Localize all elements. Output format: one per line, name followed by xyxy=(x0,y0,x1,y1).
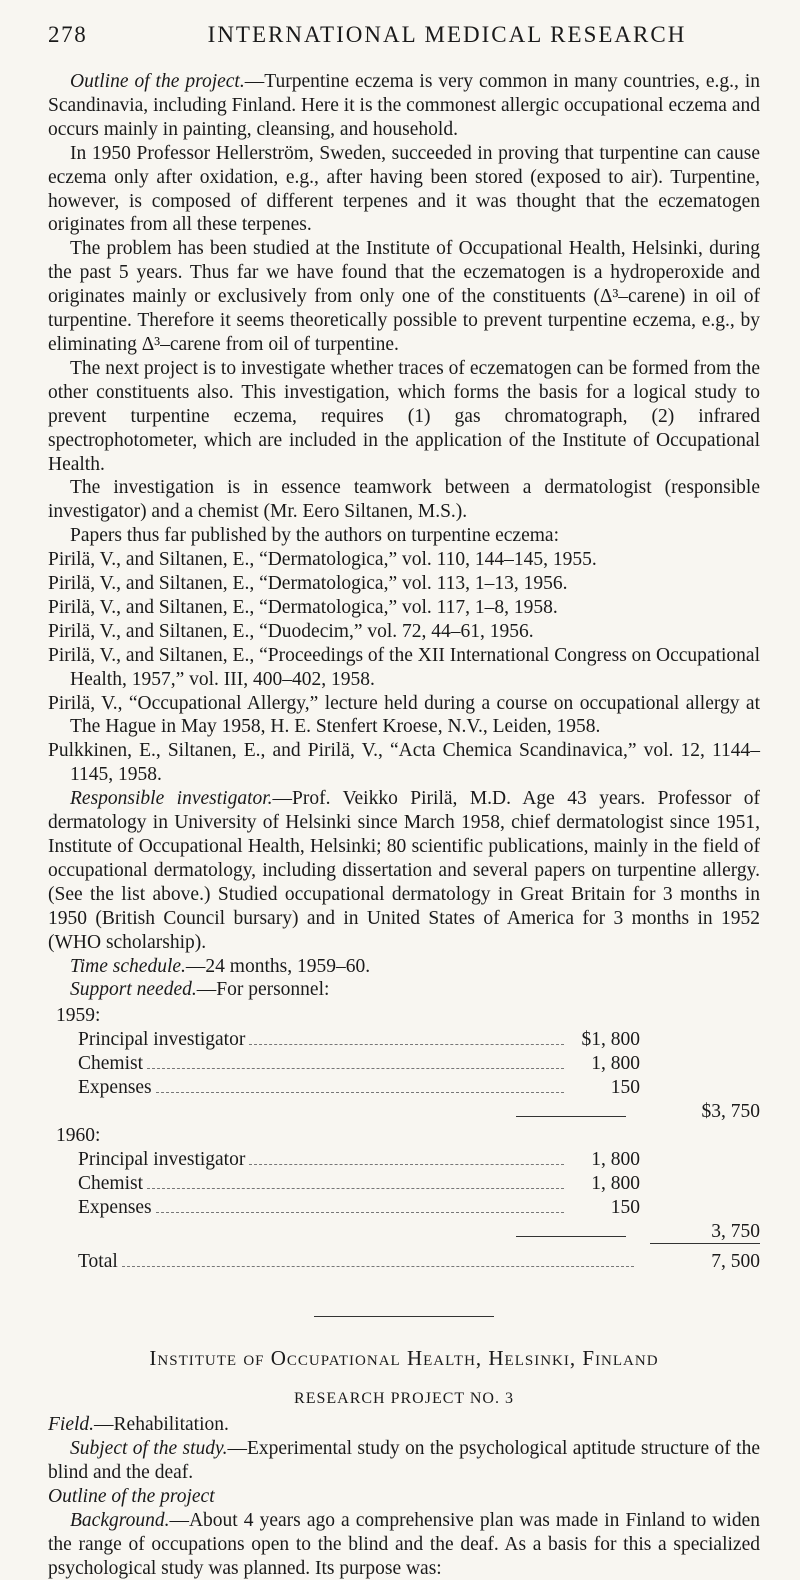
leader-dots xyxy=(249,1164,564,1165)
reference-item: Pirilä, V., and Siltanen, E., “Proceedings of the XII International Congress on Occupational Health, 1957,” vol. III, 400–402, 1958. xyxy=(48,644,760,690)
outline-text: —Turpentine eczema is very common in many countries, e.g., in Scandinavia, including Finland. Here it is the commonest allergic occupational eczema and occurs mainly in painting, cleansing, and household. xyxy=(48,71,760,140)
paragraph-next-project: The next project is to investigate whether traces of eczematogen can be formed from the other constituents also. This investigation, which forms the basis for a logical study to prevent turpentine eczema, requires (1) gas chromatograph, (2) infrared spectrophotometer, which are included in the application of the Institute of Occupational Health. xyxy=(48,357,760,475)
budget-row xyxy=(48,1172,760,1196)
subtotal-value: $3, 750 xyxy=(701,1100,760,1122)
investigator-paragraph xyxy=(48,787,760,954)
section-divider xyxy=(314,1316,494,1317)
budget-row xyxy=(48,1148,760,1172)
leader-dots xyxy=(147,1188,564,1189)
budget-table xyxy=(48,1004,760,1274)
budget-row-amount: 1, 800 xyxy=(591,1172,640,1194)
paragraph-problem: The problem has been studied at the Institute of Occupational Health, Helsinki, during the past 5 years. Thus far we have found that the eczematogen is a hydroperoxide and originates mainly or exclusively from only one of the constituents (Δ³–carene) in oil of turpentine. Therefore it seems theoretically possible to prevent turpentine eczema, e.g., by eliminating Δ³–carene from oil of turpentine. xyxy=(48,238,760,355)
paragraph-hellerstrom: In 1950 Professor Hellerström, Sweden, succeeded in proving that turpentine can cause eczema only after oxidation, e.g., after having been stored (exposed to air). Turpentine, however, is composed of different terpenes and it was thought that the eczematogen originates from all these terpenes. xyxy=(48,142,760,236)
schedule-text: —24 months, 1959–60. xyxy=(185,955,371,977)
subtotal-rule xyxy=(516,1116,626,1117)
budget-row-label: Expenses xyxy=(78,1077,152,1099)
subject-label: Subject of the study. xyxy=(70,1438,228,1460)
budget-row-label: Principal investigator xyxy=(78,1148,246,1170)
outline-paragraph xyxy=(48,70,760,142)
budget-row-label: Chemist xyxy=(78,1172,144,1194)
subject-text: —Experimental study on the psychological aptitude structure of the blind and the deaf. xyxy=(48,1438,760,1483)
budget-row xyxy=(48,1052,760,1076)
budget-row xyxy=(48,1028,760,1052)
budget-total-row xyxy=(48,1250,760,1274)
subtotal-value: 3, 750 xyxy=(711,1220,760,1242)
investigator-text: —Prof. Veikko Pirilä, M.D. Age 43 years. Professor of dermatology in University of Helsinki since March 1958, chief dermatologist since 1951, Institute of Occupational Health, Helsinki; 80 scientific publications, mainly in the field of occupational dermatology, including dissertation and several papers on turpentine allergy. (See the list above.) Studied occupational dermatology in Great Britain for 3 months in 1950 (British Council bursary) and in United States of America for 3 months in 1952 (WHO scholarship). xyxy=(48,788,760,953)
background-label: Background. xyxy=(70,1509,170,1531)
background-paragraph xyxy=(48,1509,760,1580)
budget-year-1960: 1960: xyxy=(56,1124,101,1146)
budget-total-label: Total xyxy=(78,1251,118,1273)
reference-item: Pirilä, V., and Siltanen, E., “Dermatologica,” vol. 117, 1–8, 1958. xyxy=(48,596,558,618)
budget-row xyxy=(48,1196,760,1220)
leader-dots xyxy=(156,1212,564,1213)
reference-item: Pirilä, V., and Siltanen, E., “Dermatologica,” vol. 113, 1–13, 1956. xyxy=(48,573,568,595)
budget-year-1959: 1959: xyxy=(56,1005,101,1027)
budget-row-label: Expenses xyxy=(78,1196,152,1218)
budget-row xyxy=(48,1076,760,1100)
reference-item: Pirilä, V., and Siltanen, E., “Duodecim,” vol. 72, 44–61, 1956. xyxy=(48,620,534,642)
leader-dots xyxy=(147,1068,564,1069)
outline-label: Outline of the project. xyxy=(70,71,245,92)
outline-heading: Outline of the project xyxy=(48,1485,215,1507)
paragraph-teamwork: The investigation is in essence teamwork between a dermatologist (responsible investigator) and a chemist (Mr. Eero Siltanen, M.S.). xyxy=(48,477,760,523)
leader-dots xyxy=(249,1044,564,1045)
budget-row-label: Principal investigator xyxy=(78,1029,246,1051)
institute-heading: Institute of Occupational Health, Helsinki, Finland xyxy=(149,1346,659,1371)
leader-dots xyxy=(122,1266,634,1267)
support-label: Support needed. xyxy=(70,979,197,1001)
budget-subtotal-1960 xyxy=(48,1220,760,1244)
subject-paragraph xyxy=(48,1437,760,1485)
running-header xyxy=(48,22,760,48)
budget-total-value: 7, 500 xyxy=(711,1251,760,1273)
budget-subtotal-1959 xyxy=(48,1100,760,1124)
budget-row-label: Chemist xyxy=(78,1053,144,1075)
budget-row-amount: 1, 800 xyxy=(591,1053,640,1075)
field-text: —Rehabilitation. xyxy=(94,1414,229,1436)
page-number: 278 xyxy=(48,22,88,47)
budget-row-amount: $1, 800 xyxy=(581,1029,640,1051)
reference-item: Pirilä, V., and Siltanen, E., “Dermatologica,” vol. 110, 144–145, 1955. xyxy=(48,549,597,571)
leader-dots xyxy=(156,1092,564,1093)
paragraph-papers-intro: Papers thus far published by the authors on turpentine eczema: xyxy=(70,525,559,547)
schedule-label: Time schedule. xyxy=(70,955,186,977)
project-number: RESEARCH PROJECT NO. 3 xyxy=(294,1390,514,1408)
investigator-label: Responsible investigator. xyxy=(70,788,273,810)
running-title: INTERNATIONAL MEDICAL RESEARCH xyxy=(207,22,687,47)
field-label: Field. xyxy=(48,1414,95,1436)
reference-list xyxy=(48,548,760,787)
reference-item: Pulkkinen, E., Siltanen, E., and Pirilä, V., “Acta Chemica Scandinavica,” vol. 12, 1144–1145, 1958. xyxy=(48,740,760,786)
background-text: —About 4 years ago a comprehensive plan was made in Finland to widen the range of occupations open to the blind and the deaf. As a basis for this a specialized psychological study was planned. Its purpose was: xyxy=(48,1509,760,1579)
reference-item: Pirilä, V., “Occupational Allergy,” lecture held during a course on occupational allergy at The Hague in May 1958, H. E. Stenfert Kroese, N.V., Leiden, 1958. xyxy=(48,692,760,738)
support-text: —For personnel: xyxy=(196,979,330,1001)
body-text xyxy=(48,70,760,1580)
field-line xyxy=(48,1413,760,1437)
support-paragraph xyxy=(48,978,760,1002)
budget-row-amount: 150 xyxy=(610,1077,640,1099)
budget-total-rule-row xyxy=(48,1243,760,1250)
budget-row-amount: 150 xyxy=(610,1196,640,1218)
subtotal-rule xyxy=(516,1236,626,1237)
schedule-paragraph xyxy=(48,955,760,979)
total-rule xyxy=(650,1243,760,1244)
budget-row-amount: 1, 800 xyxy=(591,1148,640,1170)
